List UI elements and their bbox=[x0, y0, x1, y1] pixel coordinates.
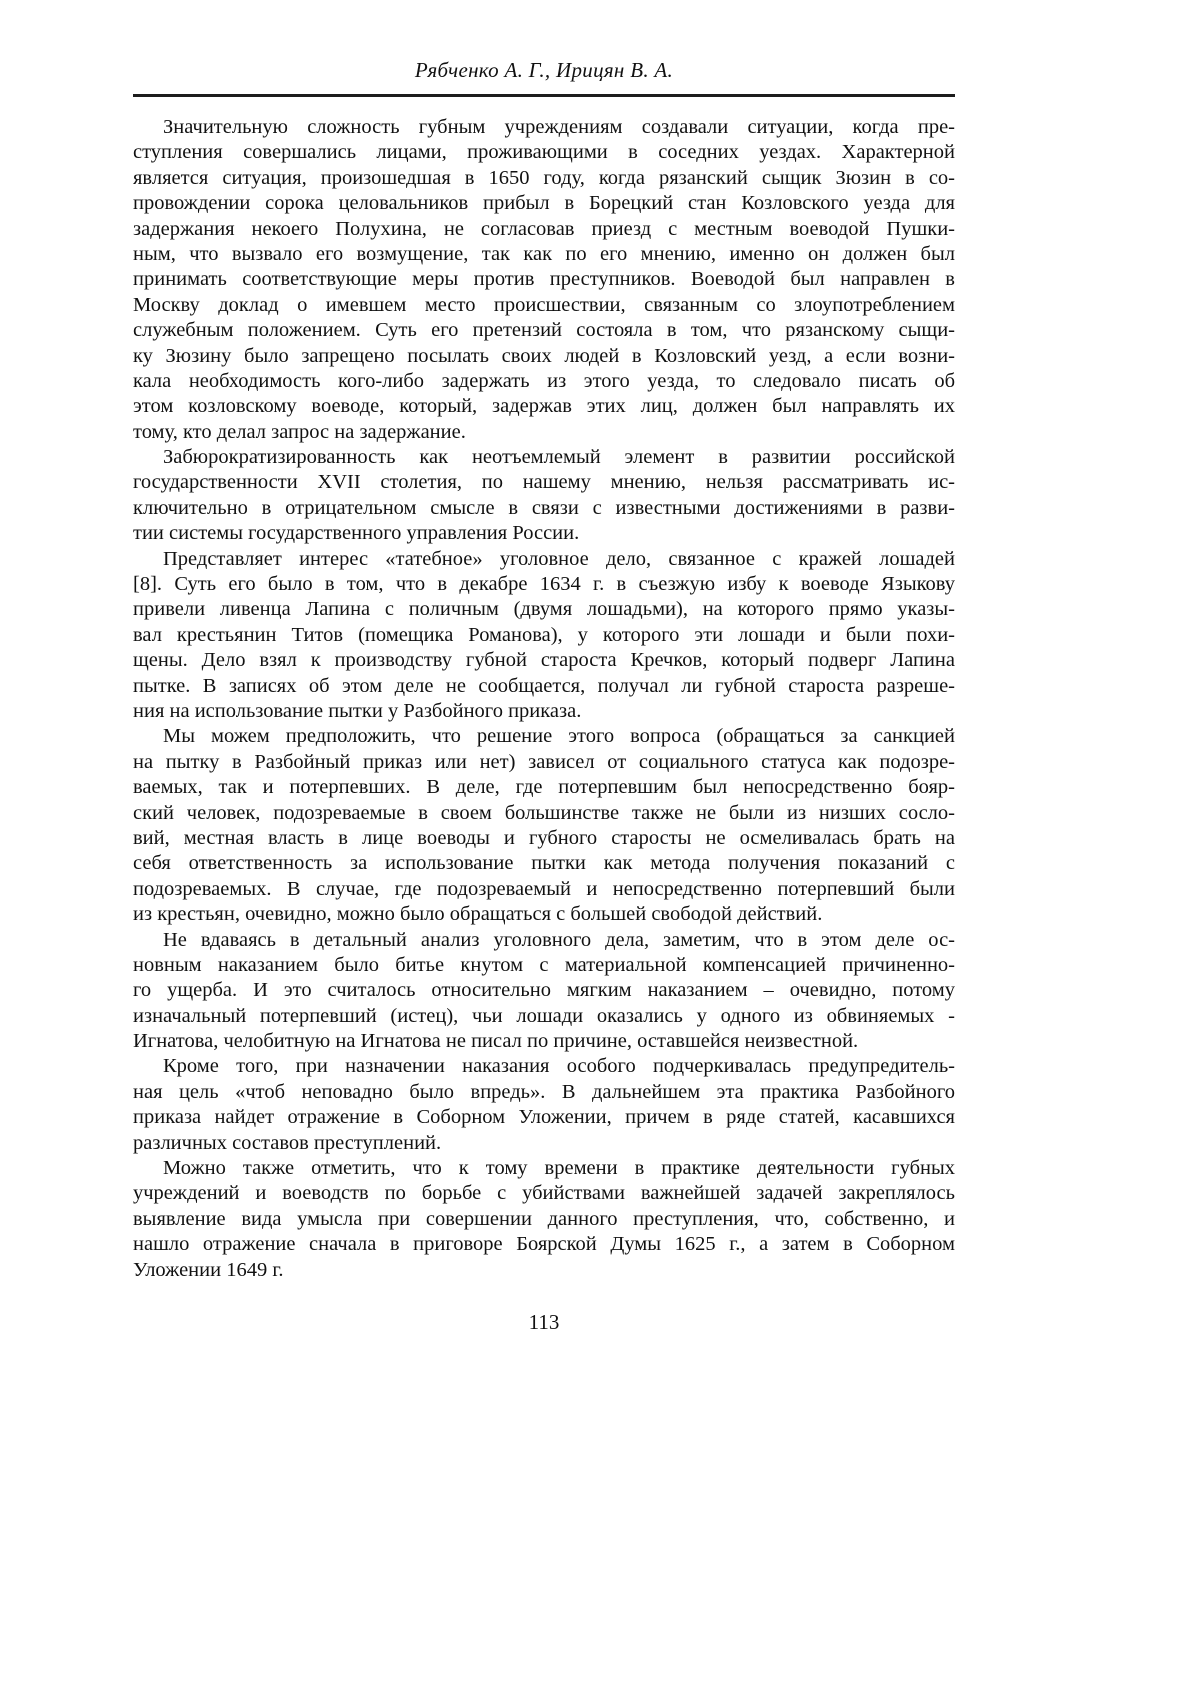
text-line: пытке. В записях об этом деле не сообщается, получал ли губной староста разреше- bbox=[133, 674, 955, 697]
text-line: государственности XVII столетия, по нашему мнению, нельзя рассматривать ис- bbox=[133, 471, 955, 494]
text-line: кала необходимость кого-либо задержать из этого уезда, то следовало писать об bbox=[133, 369, 955, 392]
text-line: из крестьян, очевидно, можно было обращаться с большей свободой действий. bbox=[133, 903, 823, 926]
text-line: Забюрократизированность как неотъемлемый элемент в развитии российской bbox=[163, 446, 955, 469]
text-line: вий, местная власть в лице воеводы и губного старосты не осмеливалась брать на bbox=[133, 826, 955, 849]
paragraph bbox=[133, 1156, 955, 1283]
header-authors: Рябченко А. Г., Ирицян В. А. bbox=[414, 58, 674, 82]
text-line: является ситуация, произошедшая в 1650 году, когда рязанский сыщик Зюзин в со- bbox=[133, 166, 955, 189]
paragraph bbox=[133, 1054, 955, 1156]
text-line: привели ливенца Лапина с поличным (двумя лошадьми), на которого прямо указы- bbox=[133, 598, 955, 621]
text-line: выявление вида умысла при совершении данного преступления, что, собственно, и bbox=[133, 1207, 955, 1230]
text-line: тии системы государственного управления России. bbox=[133, 522, 580, 545]
text-line: этом козловскому воеводе, который, задержав этих лиц, должен был направлять их bbox=[133, 395, 955, 418]
text-line: тому, кто делал запрос на задержание. bbox=[133, 420, 466, 443]
text-line: ключительно в отрицательном смысле в связи с известными достижениями в разви- bbox=[133, 496, 955, 519]
text-line: подозреваемых. В случае, где подозреваемый и непосредственно потерпевший были bbox=[133, 877, 955, 900]
text-line: провождении сорока целовальников прибыл в Борецкий стан Козловского уезда для bbox=[133, 192, 955, 215]
text-line: Кроме того, при назначении наказания особого подчеркивалась предупредитель- bbox=[163, 1055, 955, 1078]
text-line: ния на использование пытки у Разбойного приказа. bbox=[133, 699, 582, 722]
text-line: вал крестьянин Титов (помещика Романова), у которого эти лошади и были похи- bbox=[133, 623, 955, 646]
text-line: Мы можем предположить, что решение этого вопроса (обращаться за санкцией bbox=[163, 725, 955, 748]
text-line: [8]. Суть его было в том, что в декабре 1634 г. в съезжую избу к воеводе Языкову bbox=[133, 573, 955, 596]
text-line: новным наказанием было битье кнутом с материальной компенсацией причиненно- bbox=[133, 953, 955, 976]
article-body bbox=[133, 115, 955, 1283]
text-line: различных составов преступлений. bbox=[133, 1131, 442, 1154]
text-line: го ущерба. И это считалось относительно мягким наказанием – очевидно, потому bbox=[133, 979, 955, 1002]
text-line: Значительную сложность губным учреждениям создавали ситуации, когда пре- bbox=[163, 116, 955, 138]
running-header bbox=[133, 57, 955, 83]
text-line: ку Зюзину было запрещено посылать своих людей в Козловский уезд, а если возни- bbox=[133, 344, 955, 367]
text-line: Представляет интерес «татебное» уголовное дело, связанное с кражей лошадей bbox=[163, 547, 955, 570]
text-line: Игнатова, челобитную на Игнатова не писал по причине, оставшейся неизвестной. bbox=[133, 1030, 859, 1053]
text-line: задержания некоего Полухина, не согласовав приезд с местным воеводой Пушки- bbox=[133, 217, 955, 240]
text-line: на пытку в Разбойный приказ или нет) зависел от социального статуса как подозре- bbox=[133, 750, 955, 773]
text-line: изначальный потерпевший (истец), чьи лошади оказались у одного из обвиняемых - bbox=[133, 1004, 955, 1027]
page-number: 113 bbox=[528, 1309, 560, 1334]
text-line: ский человек, подозреваемые в своем большинстве также не были из низших сосло- bbox=[133, 801, 955, 824]
text-line: Москву доклад о имевшем место происшествии, связанным со злоупотреблением bbox=[133, 293, 955, 316]
paragraph bbox=[133, 445, 955, 547]
text-line: нашло отражение сначала в приговоре Боярской Думы 1625 г., а затем в Соборном bbox=[133, 1233, 955, 1256]
page-content bbox=[133, 57, 955, 1335]
text-line: ступления совершались лицами, проживающими в соседних уездах. Характерной bbox=[133, 141, 955, 164]
text-line: ным, что вызвало его возмущение, так как по его мнению, именно он должен был bbox=[133, 242, 955, 265]
header-rule bbox=[133, 94, 955, 97]
text-line: служебным положением. Суть его претензий состояла в том, что рязанскому сыщи- bbox=[133, 319, 955, 342]
text-line: себя ответственность за использование пытки как метода получения показаний с bbox=[133, 852, 955, 875]
text-line: принимать соответствующие меры против преступников. Воеводой был направлен в bbox=[133, 268, 955, 291]
text-line: ная цель «чтоб неповадно было впредь». В дальнейшем эта практика Разбойного bbox=[133, 1080, 955, 1103]
paragraph bbox=[133, 547, 955, 725]
text-line: Не вдаваясь в детальный анализ уголовного дела, заметим, что в этом деле ос- bbox=[163, 928, 955, 951]
text-line: ваемых, так и потерпевших. В деле, где потерпевшим был непосредственно бояр- bbox=[133, 776, 955, 799]
paragraph bbox=[133, 928, 955, 1055]
text-line: приказа найдет отражение в Соборном Уложении, причем в ряде статей, касавшихся bbox=[133, 1106, 955, 1129]
paragraph bbox=[133, 724, 955, 927]
paragraph bbox=[133, 115, 955, 445]
text-line: щены. Дело взял к производству губной староста Кречков, который подверг Лапина bbox=[133, 649, 955, 672]
text-line: Можно также отметить, что к тому времени в практике деятельности губных bbox=[163, 1157, 955, 1180]
text-line: Уложении 1649 г. bbox=[133, 1258, 284, 1281]
text-line: учреждений и воеводств по борьбе с убийствами важнейшей задачей закреплялось bbox=[133, 1182, 955, 1205]
